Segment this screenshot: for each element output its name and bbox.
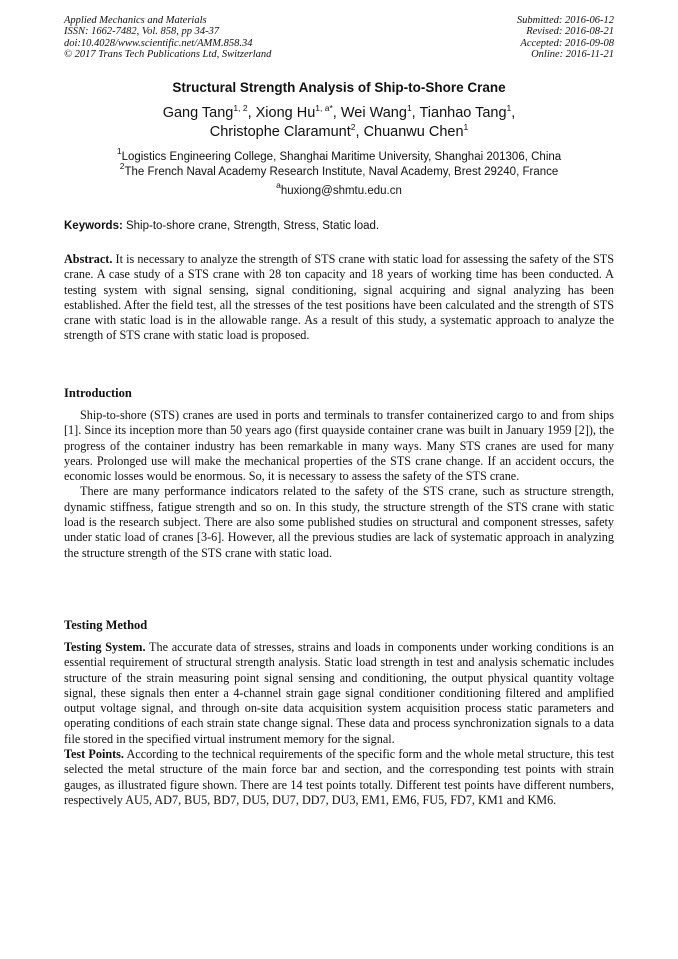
publication-dates — [517, 15, 614, 60]
doi-line[interactable]: doi:10.4028/www.scientific.net/AMM.858.34 — [64, 37, 253, 49]
paper-title: Structural Strength Analysis of Ship-to-Shore Crane — [172, 80, 506, 95]
author-affil-sup: 1, a* — [315, 103, 333, 113]
author-line-2: Christophe Claramunt$^2$, Chuanwu Chen$^1$ — [209, 122, 469, 140]
introduction-section — [64, 408, 614, 561]
abstract-label: Abstract. — [64, 252, 113, 266]
testing-system-paragraph: Testing System. The accurate data of stresses, strains and loads in components under working conditions is an essential requirement of structural strength analysis. Static load strength in test and analysis schematic includes structure of the strain measuring point signal sensing and conditioning, the output physical quantity voltage signal, these signals then enter a 4-channel strain gage signal conditioner conditioning filtered and amplified output voltage signal, and through on-site data acquisition system acquisition process static parameters and operating conditions of each strain state change signal. These data and process synchronization signals to a data file stored in the specified virtual instrument memory for the signal. — [64, 640, 614, 746]
testing-method-heading: Testing Method — [64, 618, 148, 632]
author-name: Chuanwu Chen — [363, 124, 464, 140]
test-points-label: Test Points. — [64, 747, 124, 762]
author-line-1: Gang Tang$^{1, 2}$, Xiong $Hu^{1, a*}$, Wei Wang$^1$, Tianhao Tang$^1$, — [162, 103, 516, 121]
author-affil-sup: 1 — [463, 122, 469, 132]
abstract — [64, 252, 614, 344]
testing-system-label: Testing System. — [64, 640, 146, 654]
copyright-line: © 2017 Trans Tech Publications Ltd, Switzerland — [64, 48, 272, 60]
affiliation-2: $^2$The French Naval Academy Research Institute, Naval Academy, Brest 29240, France — [119, 160, 559, 178]
revised-date: Revised: 2016-08-21 — [526, 26, 614, 38]
test-points-paragraph: Test Points. According to the technical requirements of the specific form and the whole metal structure, this test selected the metal structure of the main force bar and section, and the corresponding test points with strain gauges, as illustrated figure shown. There are 14 test points totally. Different test points have different numbers, respectively AU5, AD7, BU5, BD7, DU5, DU7, DD7, DU3, EM1, EM6, FU5, FD7, KM1 and KM6. — [64, 747, 614, 807]
author-affil-sup: 2 — [350, 122, 356, 132]
author-name: Wei Wang — [340, 105, 407, 121]
author-affil-sup: 1, 2 — [233, 103, 248, 113]
author-name: Gang Tang — [162, 105, 234, 121]
introduction-heading: Introduction — [64, 386, 132, 400]
keywords-text: Ship-to-shore crane, Strength, Stress, Static load. — [122, 220, 380, 232]
keywords — [64, 220, 614, 232]
abstract-text: It is necessary to analyze the strength of STS crane with static load for assessing the safety of the STS crane. A case study of a STS crane with 28 ton capacity and 18 years of working time has been conducted. A testing system with signal sensing, signal conditioning, signal acquiring and signal analyzing has been established. After the field test, all the stresses of the test positions have been calculated and the strength of STS crane with static load is in the allowable range. As a result of this study, a systematic approach to analyze the strength of STS crane with static load is proposed. — [64, 252, 614, 343]
author-affil-sup: 1 — [406, 103, 412, 113]
author-name: Christophe Claramunt — [209, 124, 351, 140]
accepted-date: Accepted: 2016-09-08 — [520, 37, 614, 49]
journal-info — [64, 15, 271, 60]
affiliation-1: $^1$Logistics Engineering College, Shanghai Maritime University, Shanghai 201306, China — [116, 146, 562, 163]
keywords-label: Keywords: — [64, 220, 123, 232]
online-date: Online: 2016-11-21 — [531, 48, 614, 60]
corresponding-email: $^a$huxiong@shmtu.edu.cn — [276, 180, 402, 197]
introduction-paragraph-2: There are many performance indicators related to the safety of the STS crane, such as structure strength, dynamic stiffness, fatigue strength and so on. In this study, the structure strength of the STS crane with static load is the research subject. There are also some published studies on structural and component stresses, safety under static load of cranes [3-6]. However, all the previous studies are lack of systematic approach in analyzing the structure strength of the STS crane with static load. — [64, 484, 614, 560]
email-link[interactable]: huxiong@shmtu.edu.cn — [280, 185, 402, 197]
journal-name: Applied Mechanics and Materials — [64, 15, 207, 26]
introduction-paragraph-1: Ship-to-shore (STS) cranes are used in ports and terminals to transfer containerized cargo to and from ships [1]. Since its inception more than 50 years ago (first quayside container crane was built in January 1959 [2]), the progress of the container industry has been remarkable in many ways. Many STS cranes are used for many years. Prolonged use will make the mechanical properties of the STS crane change. If an accident occurs, the economic losses would be enormous. So, it is necessary to assess the safety of the STS crane. — [64, 408, 614, 484]
author-list — [0, 104, 678, 142]
submitted-date: Submitted: 2016-06-12 — [516, 15, 614, 26]
author-name: Xiong Hu — [255, 105, 316, 121]
author-name: Tianhao Tang — [419, 105, 507, 121]
issn-line: ISSN: 1662-7482, Vol. 858, pp 34-37 — [64, 26, 220, 38]
affiliations — [0, 146, 678, 179]
author-affil-sup: 1 — [506, 103, 512, 113]
testing-method-section — [64, 640, 614, 808]
